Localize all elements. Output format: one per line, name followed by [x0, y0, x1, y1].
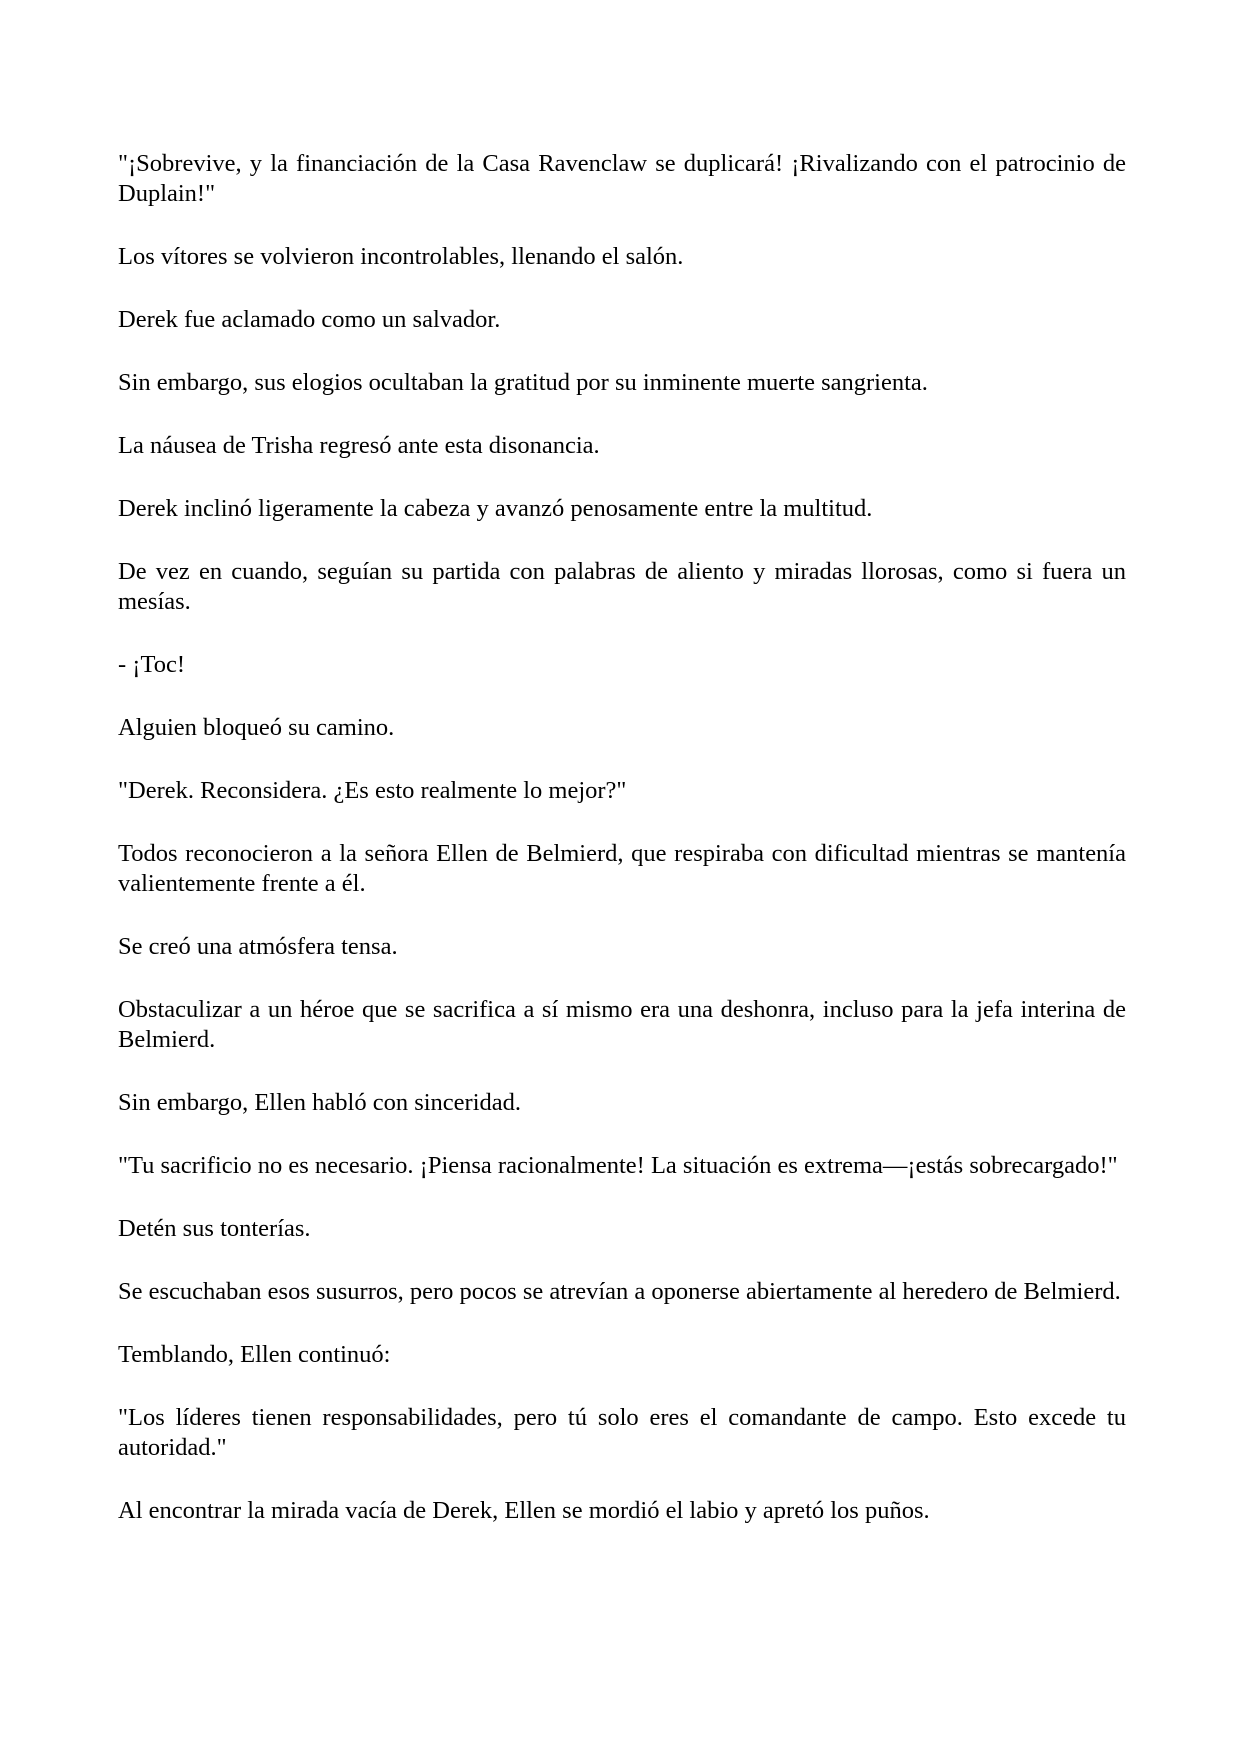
paragraph: "Tu sacrificio no es necesario. ¡Piensa racionalmente! La situación es extrema—¡estás sobrecargado!": [118, 1152, 1118, 1179]
paragraph: Se creó una atmósfera tensa.: [118, 933, 398, 960]
paragraph: Detén sus tonterías.: [118, 1215, 311, 1242]
paragraph: Sin embargo, Ellen habló con sinceridad.: [118, 1089, 522, 1116]
paragraph: Sin embargo, sus elogios ocultaban la gratitud por su inminente muerte sangrienta.: [118, 369, 928, 396]
paragraph: De vez en cuando, seguían su partida con palabras de aliento y miradas llorosas, como si fuera un mesías.: [118, 558, 1126, 615]
paragraph: La náusea de Trisha regresó ante esta disonancia.: [118, 432, 600, 459]
paragraph: - ¡Toc!: [118, 651, 185, 678]
paragraph: Se escuchaban esos susurros, pero pocos se atrevían a oponerse abiertamente al heredero de Belmierd.: [118, 1278, 1121, 1305]
paragraph: Derek fue aclamado como un salvador.: [118, 306, 501, 333]
paragraph: Los vítores se volvieron incontrolables, llenando el salón.: [118, 243, 684, 270]
paragraph: Derek inclinó ligeramente la cabeza y avanzó penosamente entre la multitud.: [118, 495, 873, 522]
paragraph: "Los líderes tienen responsabilidades, pero tú solo eres el comandante de campo. Esto excede tu autoridad.": [118, 1404, 1126, 1461]
paragraph: "Derek. Reconsidera. ¿Es esto realmente lo mejor?": [118, 777, 627, 804]
paragraph: Temblando, Ellen continuó:: [118, 1341, 391, 1368]
paragraph: Al encontrar la mirada vacía de Derek, Ellen se mordió el labio y apretó los puños.: [118, 1497, 930, 1524]
paragraph: "¡Sobrevive, y la financiación de la Casa Ravenclaw se duplicará! ¡Rivalizando con el patrocinio de Duplain!": [118, 150, 1126, 207]
paragraph: Todos reconocieron a la señora Ellen de Belmierd, que respiraba con dificultad mientras se mantenía valientemente frente a él.: [118, 840, 1126, 897]
document-body: [118, 149, 1126, 1559]
paragraph: Obstaculizar a un héroe que se sacrifica a sí mismo era una deshonra, incluso para la jefa interina de Belmierd.: [118, 996, 1126, 1053]
paragraph: Alguien bloqueó su camino.: [118, 714, 395, 741]
